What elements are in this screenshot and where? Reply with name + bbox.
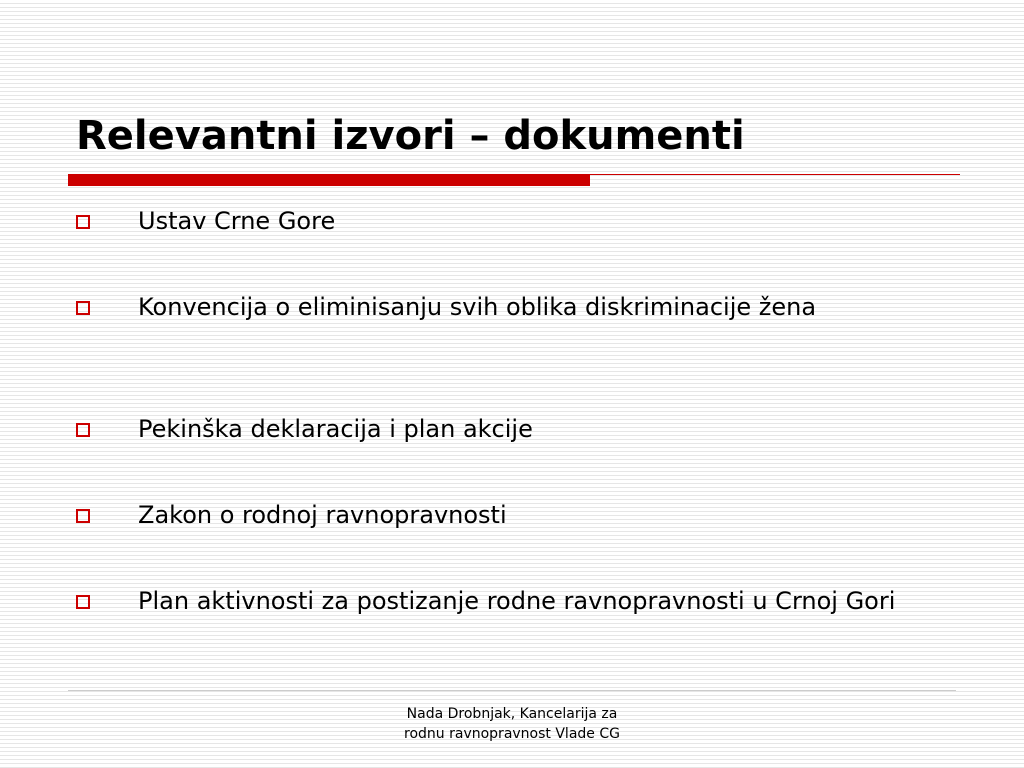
hollow-square-bullet-icon [76, 595, 90, 609]
hollow-square-bullet-icon [76, 301, 90, 315]
bullet-text: Pekinška deklaracija i plan akcije [138, 415, 533, 443]
hollow-square-bullet-icon [76, 509, 90, 523]
bullet-text: Plan aktivnosti za postizanje rodne ravnopravnosti u Crnoj Gori [138, 587, 896, 615]
slide-footer: Nada Drobnjak, Kancelarija za rodnu ravnopravnost Vlade CG [404, 706, 620, 742]
bullet-text: Ustav Crne Gore [138, 207, 336, 235]
hollow-square-bullet-icon [76, 423, 90, 437]
hollow-square-bullet-icon [76, 215, 90, 229]
bullet-text: Zakon o rodnoj ravnopravnosti [138, 501, 507, 529]
title-underline-thick [68, 174, 590, 186]
bullet-text: Konvencija o eliminisanju svih oblika diskriminacije žena [138, 293, 817, 321]
footer-divider [68, 690, 956, 691]
slide-title: Relevantni izvori – dokumenti [76, 113, 745, 159]
title-underline-thin [590, 174, 960, 175]
